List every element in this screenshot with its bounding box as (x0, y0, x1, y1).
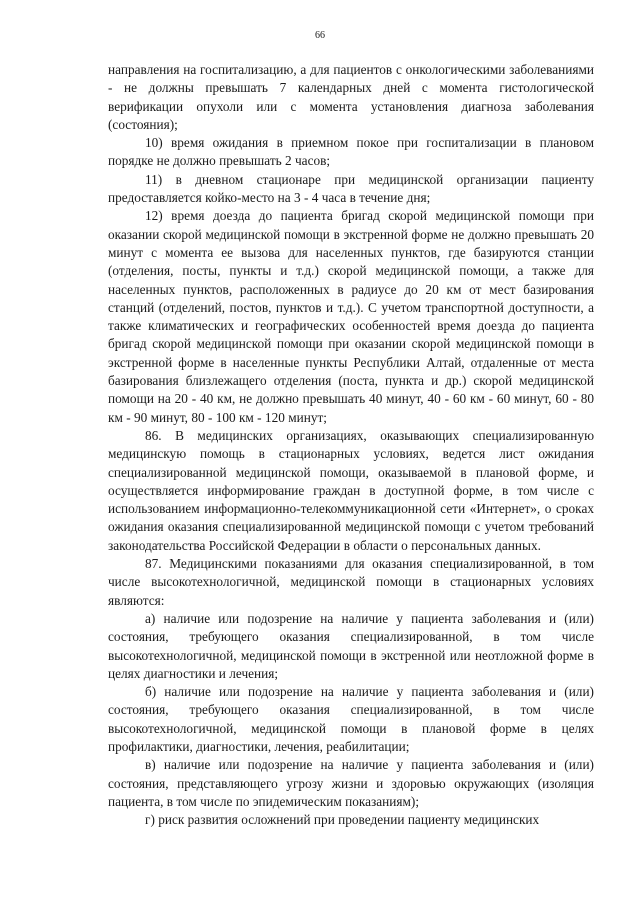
paragraph: 12) время доезда до пациента бригад скорой медицинской помощи при оказании скорой медицинской помощи в экстренной форме не должно превышать 20 минут с момента ее вызова для населенных пунктов, где базируются станции (отделения, посты, пункты и т.д.) скорой медицинской помощи, а также для населенных пунктов, расположенных в радиусе до 20 км от мест базирования станций (отделений, постов, пунктов и т.д.). С учетом транспортной доступности, а также климатических и географических особенностей время доезда до пациента бригад скорой медицинской помощи при оказании скорой медицинской помощи в экстренной форме в населенные пункты Республики Алтай, отдаленные от места базирования близлежащего отделения (поста, пункта и др.) скорой медицинской помощи на 20 - 40 км, не должно превышать 40 минут, 40 - 60 км - 60 минут, 60 - 80 км - 90 минут, 80 - 100 км - 120 минут; (108, 208, 594, 425)
paragraph: 10) время ожидания в приемном покое при госпитализации в плановом порядке не должно превышать 2 часов; (108, 135, 594, 169)
paragraph: в) наличие или подозрение на наличие у пациента заболевания и (или) состояния, представляющего угрозу жизни и здоровью окружающих (изоляция пациента, в том числе по эпидемическим показаниям); (108, 757, 594, 809)
paragraph: 11) в дневном стационаре при медицинской организации пациенту предоставляется койко-место на 3 - 4 часа в течение дня; (108, 171, 594, 206)
paragraph: 87. Медицинскими показаниями для оказания специализированной, в том числе высокотехнологичной, медицинской помощи в стационарных условиях являются: (108, 556, 594, 608)
page-number: 66 (315, 30, 325, 41)
paragraph: направления на госпитализацию, а для пациентов с онкологическими заболеваниями - не должны превышать 7 календарных дней с момента гистологической верификации опухоли или с момента установления диагноза заболевания (состояния); (108, 62, 594, 132)
paragraph: 86. В медицинских организациях, оказывающих специализированную медицинскую помощь в стационарных условиях, ведется лист ожидания специализированной медицинской помощи, оказываемой в плановой форме, и осуществляется информирование граждан в доступной форме, в том числе с использованием информационно-телекоммуникационной сети «Интернет», о сроках ожидания оказания специализированной медицинской помощи с учетом требований законодательства Российской Федерации в области о персональных данных. (108, 427, 594, 553)
document-body (108, 61, 594, 829)
paragraph: г) риск развития осложнений при проведении пациенту медицинских (145, 812, 540, 828)
paragraph: б) наличие или подозрение на наличие у пациента заболевания и (или) состояния, требующего оказания специализированной, в том числе высокотехнологичной, медицинской помощи в плановой форме в целях профилактики, диагностики, лечения, реабилитации; (108, 684, 594, 754)
paragraph: а) наличие или подозрение на наличие у пациента заболевания и (или) состояния, требующего оказания специализированной, в том числе высокотехнологичной, медицинской помощи в экстренной или неотложной форме в целях диагностики и лечения; (108, 610, 594, 681)
